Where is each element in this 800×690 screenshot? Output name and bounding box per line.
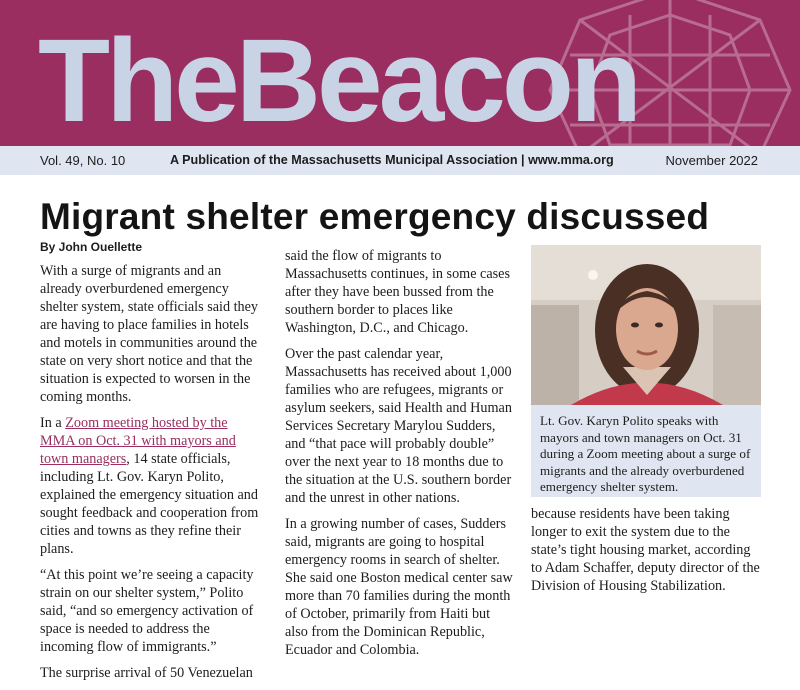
polito-portrait-image bbox=[531, 245, 761, 405]
issue-info-bar bbox=[0, 146, 800, 175]
issue-date: November 2022 bbox=[665, 153, 758, 168]
article-column-3 bbox=[531, 505, 761, 603]
article-headline: Migrant shelter emergency discussed bbox=[40, 196, 710, 237]
zoom-meeting-link[interactable]: Zoom meeting hosted by the MMA on Oct. 31 with mayors and town managers bbox=[40, 415, 236, 467]
paragraph-text: In a bbox=[40, 415, 66, 431]
paragraph: In a growing number of cases, Sudders said, migrants are going to hospital emergency rooms in search of shelter. She said one Boston medical center saw more than 70 families during the month of October, primarily from Haiti but also from the Dominican Republic, Ecuador and Colombia. bbox=[285, 516, 513, 658]
paragraph: Over the past calendar year, Massachusetts has received about 1,000 families who are refugees, migrants or asylum seekers, said Health and Human Services Secretary Marylou Sudders, and “that pace will probably double” over the next year to 18 months due to the situation at the U.S. southern border and the unrest in other nations. bbox=[285, 346, 512, 506]
article-photo bbox=[531, 245, 761, 405]
article-byline: By John Ouellette bbox=[40, 240, 143, 254]
publication-line: A Publication of the Massachusetts Municipal Association | www.mma.org bbox=[170, 153, 614, 167]
paragraph: With a surge of migrants and an already overburdened emergency shelter system, state officials said they are having to place families in hotels and motels in communities around the state on very short notice and that the situation is expected to worsen in the coming months. bbox=[40, 263, 259, 405]
issue-volume: Vol. 49, No. 10 bbox=[40, 153, 126, 168]
paragraph: said the flow of migrants to Massachusetts continues, in some cases after they have been bussed from the southern border to places like Washington, D.C., and Chicago. bbox=[285, 248, 510, 336]
photo-caption: Lt. Gov. Karyn Polito speaks with mayors and town managers on Oct. 31 during a Zoom meeting about a surge of migrants and the already overburdened emergency shelter system. bbox=[531, 405, 761, 497]
paragraph bbox=[40, 414, 266, 558]
article-column-1 bbox=[40, 262, 266, 690]
paragraph: The surprise arrival of 50 Venezuelan bbox=[40, 665, 253, 681]
paragraph: “At this point we’re seeing a capacity strain on our shelter system,” Polito said, “and so emergency activation of space is needed to address the incoming flow of immigrants.” bbox=[40, 567, 254, 655]
paragraph: because residents have been taking longer to exit the system due to the state’s tight housing market, according to Adam Schaffer, deputy director of the Division of Housing Stabilization. bbox=[531, 506, 760, 594]
article-column-2 bbox=[285, 247, 513, 667]
masthead bbox=[0, 0, 800, 146]
paragraph-text: , 14 state officials, including Lt. Gov. Karyn Polito, explained the emergency situation and sought feedback and cooperation from cities and towns as they refine their plans. bbox=[40, 451, 259, 557]
masthead-title: TheBeacon bbox=[38, 15, 639, 146]
